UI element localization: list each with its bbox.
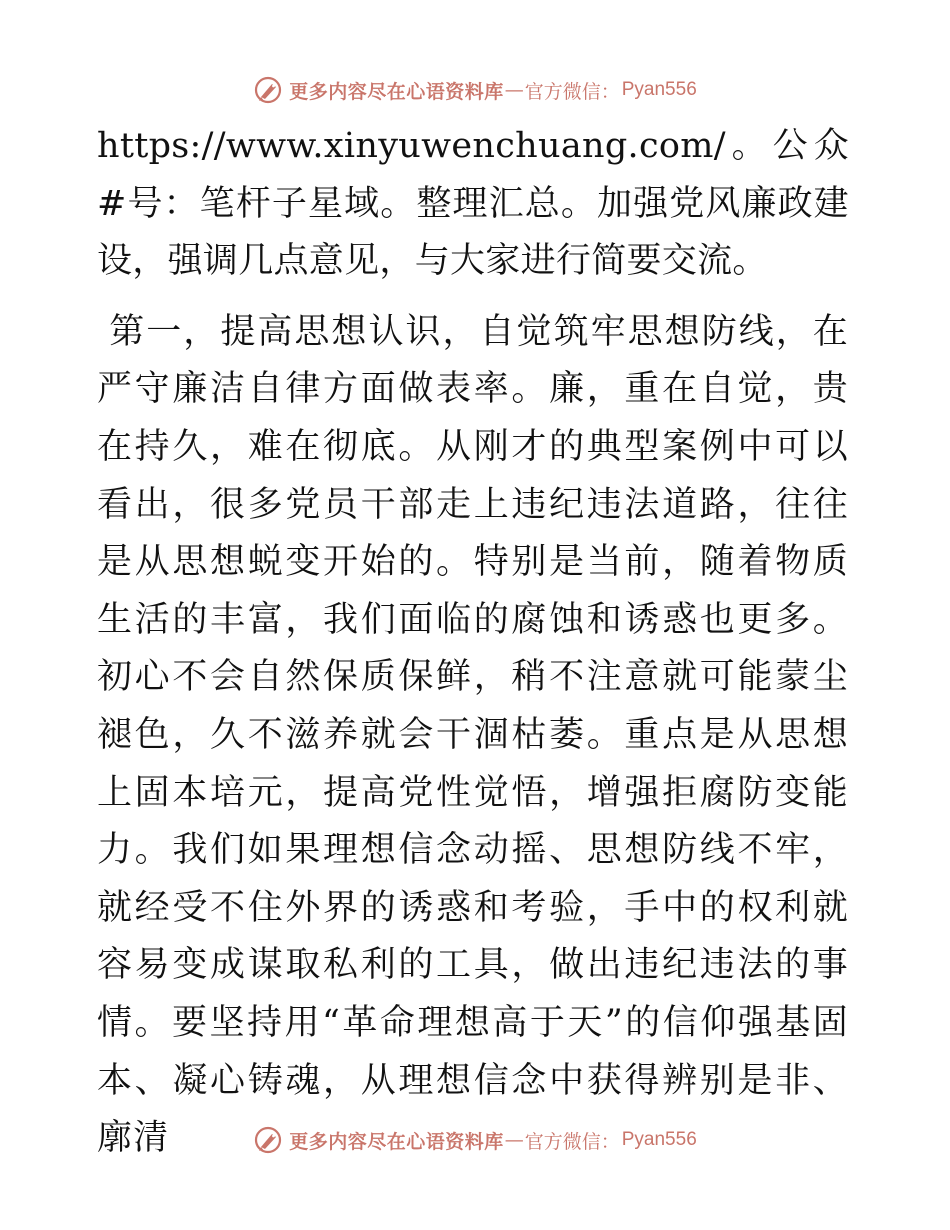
pen-nib-icon [253,75,283,105]
document-body [97,118,849,1168]
header-brand-text: 更多内容尽在心语资料库 [289,80,504,103]
footer-banner [0,1122,950,1158]
footer-separator: — [504,1129,524,1151]
body-paragraph-2: 第一，提高思想认识，自觉筑牢思想防线，在严守廉洁自律方面做表率。廉，重在自觉，贵在持久，难在彻底。从刚才的典型案例中可以看出，很多党员干部走上违纪违法道路，往往是从思想蜕变开始的。特别是当前，随着物质生活的丰富，我们面临的腐蚀和诱惑也更多。初心不会自然保质保鲜，稍不注意就可能蒙尘褪色，久不滋养就会干涸枯萎。重点是从思想上固本培元，提高党性觉悟，增强拒腐防变能力。我们如果理想信念动摇、思想防线不牢，就经受不住外界的诱惑和考验，手中的权利就容易变成谋取私利的工具，做出违纪违法的事情。要坚持用“革命理想高于天”的信仰强基固本、凝心铸魂，从理想信念中获得辨别是非、廓清 [97,311,849,1159]
header-banner [0,72,950,108]
header-separator: — [504,79,524,101]
header-wechat-id: Pyan556 [621,79,697,100]
footer-brand-text: 更多内容尽在心语资料库 [289,1130,504,1153]
pen-nib-icon [253,1125,283,1155]
footer-wechat-label: 官方微信： [524,1130,620,1153]
header-wechat-label: 官方微信： [524,80,620,103]
body-paragraph-1: https://www.xinyuwenchuang.com/。公众#号：笔杆子星域。整理汇总。加强党风廉政建设，强调几点意见，与大家进行简要交流。 [97,126,849,282]
footer-wechat-id: Pyan556 [621,1129,697,1150]
